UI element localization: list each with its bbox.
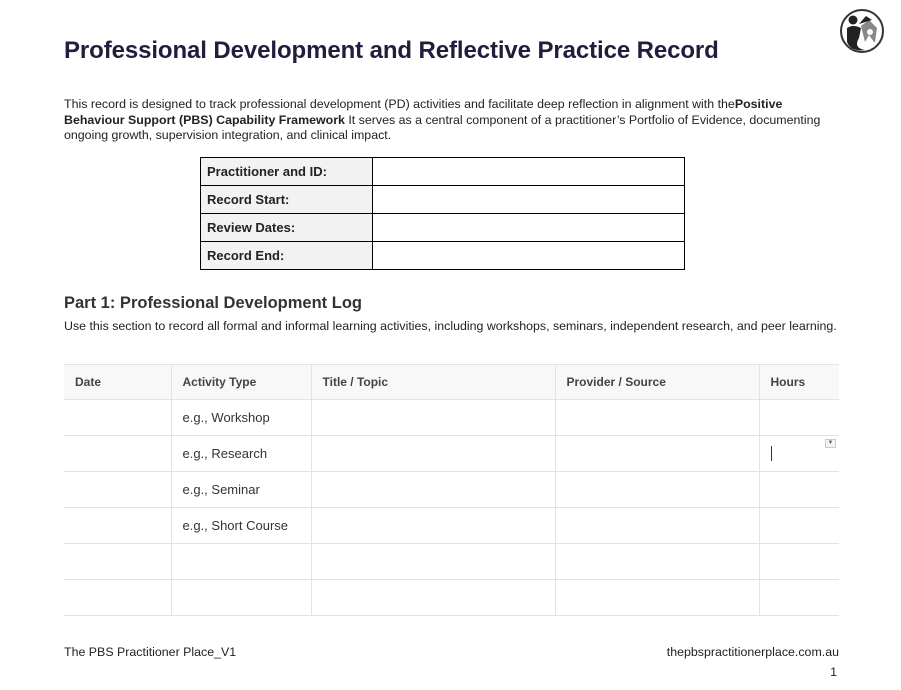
- info-value-record-start[interactable]: [373, 186, 685, 214]
- cell-date[interactable]: [64, 400, 171, 436]
- info-row: [201, 186, 685, 214]
- intro-text-end: It serves as a central component of a practitioner’s Portfolio of Evidence, documenting ongoing growth, supervision integration, and clinical impact.: [64, 112, 821, 143]
- cell-activity-type[interactable]: [171, 544, 311, 580]
- cell-activity-type[interactable]: e.g., Research: [171, 436, 311, 472]
- column-header-activity-type: Activity Type: [171, 365, 311, 400]
- intro-text-start: This record is designed to track professional development (PD) activities and facilitate deep reflection in alignment with the: [64, 97, 735, 111]
- text-cursor: [771, 446, 772, 461]
- info-label-practitioner: Practitioner and ID:: [201, 158, 373, 186]
- cell-hours-active[interactable]: [759, 436, 839, 472]
- column-header-provider-source: Provider / Source: [555, 365, 759, 400]
- cell-provider-source[interactable]: [555, 508, 759, 544]
- cell-hours[interactable]: [759, 544, 839, 580]
- table-row: [64, 580, 839, 616]
- cell-title-topic[interactable]: [311, 544, 555, 580]
- info-label-record-end: Record End:: [201, 242, 373, 270]
- table-header-row: [64, 365, 839, 400]
- footer-document-name: The PBS Practitioner Place_V1: [64, 645, 237, 659]
- cell-date[interactable]: [64, 544, 171, 580]
- people-circle-logo-icon: [839, 8, 885, 54]
- column-header-title-topic: Title / Topic: [311, 365, 555, 400]
- cell-provider-source[interactable]: [555, 580, 759, 616]
- cell-activity-type[interactable]: e.g., Seminar: [171, 472, 311, 508]
- pd-log-table: [64, 364, 839, 616]
- cell-date[interactable]: [64, 580, 171, 616]
- triangle-down-icon[interactable]: ▼: [825, 439, 836, 448]
- section-description: Use this section to record all formal and informal learning activities, including workshops, seminars, independent research, and peer learning.: [64, 319, 837, 333]
- info-label-record-start: Record Start:: [201, 186, 373, 214]
- info-row: [201, 242, 685, 270]
- page-number: 1: [830, 665, 837, 679]
- cell-title-topic[interactable]: [311, 400, 555, 436]
- info-value-practitioner[interactable]: [373, 158, 685, 186]
- cell-title-topic[interactable]: [311, 436, 555, 472]
- info-value-record-end[interactable]: [373, 242, 685, 270]
- column-header-date: Date: [64, 365, 171, 400]
- cell-hours[interactable]: [759, 508, 839, 544]
- practitioner-info-table: [200, 157, 685, 270]
- info-value-review-dates[interactable]: [373, 214, 685, 242]
- cell-title-topic[interactable]: [311, 580, 555, 616]
- cell-provider-source[interactable]: [555, 436, 759, 472]
- info-label-review-dates: Review Dates:: [201, 214, 373, 242]
- cell-date[interactable]: [64, 508, 171, 544]
- table-row: [64, 472, 839, 508]
- section-heading-part1: Part 1: Professional Development Log: [64, 294, 362, 312]
- cell-hours[interactable]: [759, 400, 839, 436]
- cell-activity-type[interactable]: e.g., Workshop: [171, 400, 311, 436]
- cell-provider-source[interactable]: [555, 544, 759, 580]
- cell-hours[interactable]: [759, 580, 839, 616]
- info-row: [201, 214, 685, 242]
- table-row: [64, 508, 839, 544]
- intro-framework-name: Positive Behaviour Support (PBS) Capability Framework: [64, 97, 783, 127]
- intro-paragraph: [64, 97, 844, 144]
- cell-title-topic[interactable]: [311, 472, 555, 508]
- info-row: [201, 158, 685, 186]
- cell-date[interactable]: [64, 436, 171, 472]
- table-row: [64, 436, 839, 472]
- table-row: [64, 544, 839, 580]
- cell-hours[interactable]: [759, 472, 839, 508]
- cell-provider-source[interactable]: [555, 472, 759, 508]
- organisation-logo: [839, 8, 885, 54]
- cell-activity-type[interactable]: e.g., Short Course: [171, 508, 311, 544]
- cell-date[interactable]: [64, 472, 171, 508]
- column-header-hours: Hours: [759, 365, 839, 400]
- table-row: [64, 400, 839, 436]
- page-title: Professional Development and Reflective Practice Record: [64, 37, 719, 64]
- cell-title-topic[interactable]: [311, 508, 555, 544]
- cell-provider-source[interactable]: [555, 400, 759, 436]
- footer-website: thepbspractitionerplace.com.au: [666, 645, 839, 659]
- cell-activity-type[interactable]: [171, 580, 311, 616]
